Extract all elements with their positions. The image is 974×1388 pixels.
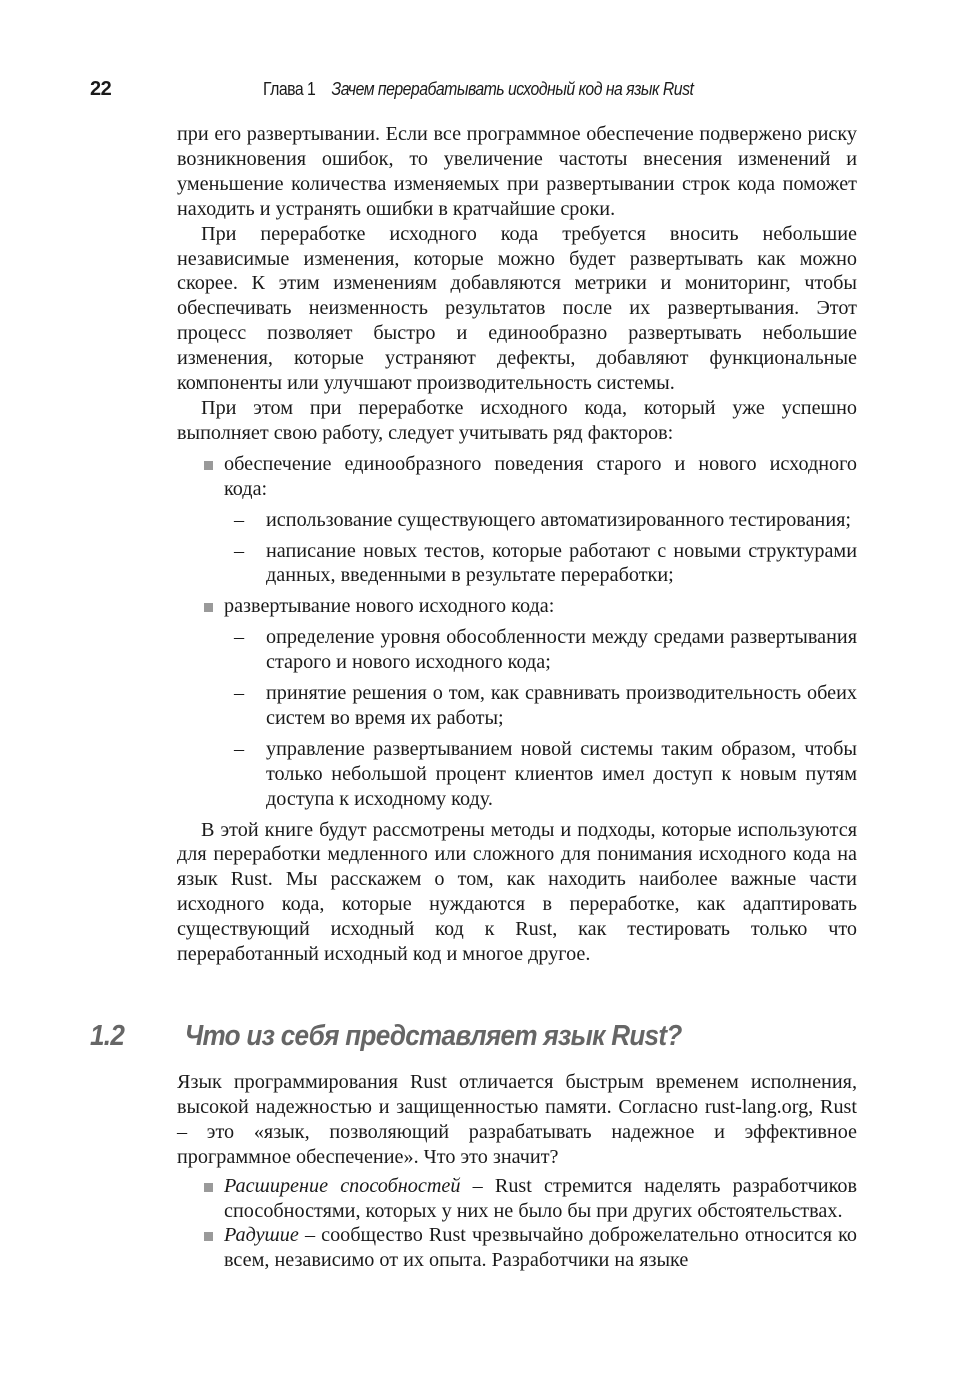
sub-list xyxy=(177,625,857,811)
sub-list-item xyxy=(224,737,857,812)
list-item-term: Расширение способностей xyxy=(224,1174,461,1197)
sub-list-item-text: использование существующего автоматизированного тестирования; xyxy=(266,508,852,531)
list-item-term: Радушие xyxy=(224,1224,299,1247)
paragraph: Язык программирования Rust отличается быстрым временем исполнения, высокой надежностью и защищенностью памяти. Согласно rust-lang.org, Rust – это «язык, позволяющий разрабатывать надежное и эффективное программное обеспечение». Что это значит? xyxy=(177,1071,857,1168)
dash-icon: – xyxy=(234,508,245,531)
list-item xyxy=(177,1174,857,1224)
list-item xyxy=(177,594,857,811)
dash-icon: – xyxy=(234,626,245,649)
paragraph: при его развертывании. Если все программное обеспечение подвержено риску возникновения ошибок, то увеличение частоты внесения изменений и уменьшение количества изменяемых при развертывании строк кода поможет находить и устранять ошибки в кратчайшие сроки. xyxy=(177,123,857,220)
paragraph: При этом при переработке исходного кода, который уже успешно выполняет свою работу, следует учитывать ряд факторов: xyxy=(177,396,857,444)
section-heading xyxy=(90,1020,682,1053)
sub-list-item-text: принятие решения о том, как сравнивать производительность обеих систем во время их работы; xyxy=(266,682,857,729)
square-bullet-icon xyxy=(204,1183,213,1192)
running-head xyxy=(263,79,693,100)
sub-list-item xyxy=(224,508,857,533)
dash-icon: – xyxy=(234,737,245,760)
sub-list xyxy=(177,508,857,589)
bullet-list xyxy=(177,452,857,812)
list-item xyxy=(177,452,857,589)
sub-list-item-text: управление развертыванием новой системы таким образом, чтобы только небольшой процент клиентов имел доступ к новым путям доступа к исходному коду. xyxy=(266,737,857,810)
square-bullet-icon xyxy=(204,461,213,470)
section-number: 1.2 xyxy=(90,1020,125,1052)
chapter-label: Глава 1 xyxy=(263,79,316,99)
chapter-title: Зачем перерабатывать исходный код на язык Rust xyxy=(331,79,694,99)
sub-list-item xyxy=(224,625,857,675)
page-number: 22 xyxy=(90,78,112,100)
square-bullet-icon xyxy=(204,1232,213,1241)
list-item-text: обеспечение единообразного поведения старого и нового исходного кода: xyxy=(224,452,857,500)
section-title: Что из себя представляет язык Rust? xyxy=(184,1020,682,1052)
dash-icon: – xyxy=(234,682,245,705)
sub-list-item xyxy=(224,681,857,731)
body-text-bottom xyxy=(177,1070,857,1273)
sub-list-item-text: написание новых тестов, которые работают с новыми структурами данных, введенными в результате переработки; xyxy=(266,539,857,587)
list-item-text: – Rust стремится наделять разработчиков способностями, которых у них не было бы при других обстоятельствах. xyxy=(224,1174,858,1222)
list-item-text: – сообщество Rust чрезвычайно доброжелательно относится ко всем, независимо от их опыта. Разработчики на языке xyxy=(224,1224,857,1272)
paragraph: При переработке исходного кода требуется вносить небольшие независимые изменения, которые можно будет развертывать как можно скорее. К этим изменениям добавляются метрики и мониторинг, чтобы обеспечивать неизменность результатов после их развертывания. Этот процесс позволяет быстро и единообразно развертывать небольшие изменения, которые устраняют дефекты, добавляют функциональные компоненты или улучшают производительность системы. xyxy=(177,222,857,395)
square-bullet-icon xyxy=(204,603,213,612)
body-text-top xyxy=(177,122,857,967)
paragraph: В этой книге будут рассмотрены методы и подходы, которые используются для переработки медленного или сложного для понимания исходного кода на язык Rust. Мы расскажем о том, как находить наиболее важные части исходного кода, которые нуждаются в переработке, как адаптировать существующий исходный код к Rust, как тестировать только что переработанный исходный код и многое другое. xyxy=(177,818,857,966)
sub-list-item-text: определение уровня обособленности между средами развертывания старого и нового исходного кода; xyxy=(266,626,857,674)
list-item xyxy=(177,1223,857,1273)
list-item-text: развертывание нового исходного кода: xyxy=(224,595,555,618)
sub-list-item xyxy=(224,539,857,589)
bullet-list xyxy=(177,1174,857,1274)
dash-icon: – xyxy=(234,539,245,562)
